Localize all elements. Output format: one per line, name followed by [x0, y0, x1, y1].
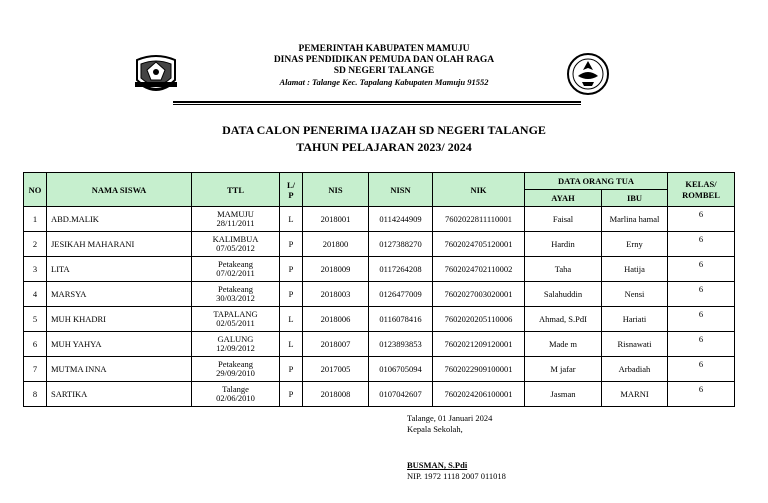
- cell-kelas: 6: [668, 257, 735, 282]
- cell-ttl-place: MAMUJU: [217, 209, 254, 219]
- student-table: [23, 172, 735, 407]
- cell-ttl-place: Talange: [222, 384, 249, 394]
- cell-ttl: [192, 257, 280, 282]
- cell-ttl-date: 02/05/2011: [216, 318, 255, 328]
- cell-nama: MUTMA INNA: [47, 357, 192, 382]
- cell-ayah: Hardin: [525, 232, 602, 257]
- cell-kelas: 6: [668, 282, 735, 307]
- cell-ibu: Erny: [602, 232, 668, 257]
- cell-kelas: 6: [668, 382, 735, 407]
- cell-lp: P: [280, 357, 303, 382]
- cell-kelas: 6: [668, 232, 735, 257]
- cell-no: 5: [24, 307, 47, 332]
- table-row: [24, 357, 735, 382]
- cell-nis: 2018003: [303, 282, 369, 307]
- cell-ttl-place: TAPALANG: [213, 309, 258, 319]
- cell-ayah: M jafar: [525, 357, 602, 382]
- cell-ttl: [192, 332, 280, 357]
- cell-ttl-place: KALIMBUA: [212, 234, 259, 244]
- cell-ttl: [192, 207, 280, 232]
- col-header-orangtua: DATA ORANG TUA: [525, 173, 668, 190]
- col-header-lp-top: L/: [286, 179, 296, 190]
- cell-ttl-date: 12/09/2012: [216, 343, 255, 353]
- cell-ttl-place: GALUNG: [217, 334, 254, 344]
- cell-kelas: 6: [668, 307, 735, 332]
- col-header-nis: NIS: [303, 173, 369, 207]
- cell-no: 4: [24, 282, 47, 307]
- cell-nisn: 0116078416: [369, 307, 433, 332]
- table-row: [24, 307, 735, 332]
- cell-nama: MARSYA: [47, 282, 192, 307]
- table-row: [24, 282, 735, 307]
- cell-nik: 7602022909100001: [433, 357, 525, 382]
- letterhead: [0, 44, 768, 88]
- cell-lp: P: [280, 282, 303, 307]
- cell-ttl: [192, 382, 280, 407]
- cell-ttl-place: Petakeang: [218, 259, 253, 269]
- cell-nisn: 0106705094: [369, 357, 433, 382]
- signature-name: BUSMAN, S.Pdi: [407, 460, 468, 470]
- col-header-kelas-bottom: ROMBEL: [682, 189, 720, 200]
- letterhead-rule-thick: [173, 101, 581, 103]
- cell-ttl-date: 07/05/2012: [216, 243, 255, 253]
- document-subtitle: TAHUN PELAJARAN 2023/ 2024: [296, 140, 472, 154]
- cell-no: 6: [24, 332, 47, 357]
- cell-ayah: Ahmad, S.PdI: [525, 307, 602, 332]
- table-row: [24, 382, 735, 407]
- table-row: [24, 232, 735, 257]
- cell-ayah: Made m: [525, 332, 602, 357]
- col-header-kelas-top: KELAS/: [685, 178, 717, 189]
- cell-ayah: Jasman: [525, 382, 602, 407]
- cell-ibu: Nensi: [602, 282, 668, 307]
- cell-nis: 2018007: [303, 332, 369, 357]
- letterhead-rule-thin: [173, 104, 581, 105]
- table-row: [24, 207, 735, 232]
- cell-kelas: 6: [668, 207, 735, 232]
- cell-no: 1: [24, 207, 47, 232]
- col-header-no: NO: [24, 173, 47, 207]
- cell-no: 7: [24, 357, 47, 382]
- cell-nama: JESIKAH MAHARANI: [47, 232, 192, 257]
- cell-ibu: Hariati: [602, 307, 668, 332]
- cell-nis: 2018001: [303, 207, 369, 232]
- table-body: [24, 207, 735, 407]
- signature-place-date: Talange, 01 Januari 2024: [407, 413, 493, 423]
- cell-nisn: 0114244909: [369, 207, 433, 232]
- cell-nisn: 0126477009: [369, 282, 433, 307]
- cell-no: 3: [24, 257, 47, 282]
- cell-ttl: [192, 357, 280, 382]
- letterhead-school: SD NEGERI TALANGE: [333, 66, 435, 76]
- cell-ttl-date: 02/06/2010: [216, 393, 255, 403]
- col-header-ayah: AYAH: [525, 190, 602, 207]
- signature-position: Kepala Sekolah,: [407, 424, 463, 434]
- cell-nama: MUH YAHYA: [47, 332, 192, 357]
- cell-nik: 7602020205110006: [433, 307, 525, 332]
- cell-nik: 7602024705120001: [433, 232, 525, 257]
- col-header-lp-bottom: P: [288, 189, 294, 200]
- cell-ibu: Risnawati: [602, 332, 668, 357]
- col-header-kelas: [668, 173, 735, 207]
- cell-ayah: Taha: [525, 257, 602, 282]
- cell-nik: 7602021209120001: [433, 332, 525, 357]
- col-header-lp: [280, 173, 303, 207]
- letterhead-address: Alamat : Talange Kec. Tapalang Kabupaten Mamuju 91552: [279, 77, 489, 87]
- cell-lp: P: [280, 382, 303, 407]
- cell-nama: SARTIKA: [47, 382, 192, 407]
- cell-ttl: [192, 232, 280, 257]
- cell-nis: 2018006: [303, 307, 369, 332]
- cell-nik: 7602027003020001: [433, 282, 525, 307]
- cell-nisn: 0117264208: [369, 257, 433, 282]
- cell-ibu: Hatija: [602, 257, 668, 282]
- cell-lp: P: [280, 232, 303, 257]
- cell-nik: 7602022811110001: [433, 207, 525, 232]
- cell-nisn: 0127388270: [369, 232, 433, 257]
- cell-lp: L: [280, 307, 303, 332]
- signature-nip: NIP. 1972 1118 2007 011018: [407, 471, 506, 481]
- cell-ayah: Salahuddin: [525, 282, 602, 307]
- table-row: [24, 332, 735, 357]
- cell-nik: 7602024206100001: [433, 382, 525, 407]
- cell-nisn: 0123893853: [369, 332, 433, 357]
- cell-ibu: MARNI: [602, 382, 668, 407]
- cell-ttl-date: 28/11/2011: [216, 218, 255, 228]
- cell-nis: 2018008: [303, 382, 369, 407]
- col-header-nama: NAMA SISWA: [47, 173, 192, 207]
- col-header-nisn: NISN: [369, 173, 433, 207]
- col-header-ibu: IBU: [602, 190, 668, 207]
- letterhead-government: PEMERINTAH KABUPATEN MAMUJU: [298, 44, 470, 54]
- cell-ttl: [192, 307, 280, 332]
- cell-ibu: Marlina hamal: [602, 207, 668, 232]
- cell-ttl: [192, 282, 280, 307]
- cell-no: 2: [24, 232, 47, 257]
- cell-nis: 2018009: [303, 257, 369, 282]
- cell-nisn: 0107042607: [369, 382, 433, 407]
- cell-lp: P: [280, 257, 303, 282]
- table-row: [24, 257, 735, 282]
- cell-nis: 2017005: [303, 357, 369, 382]
- cell-nik: 7602024702110002: [433, 257, 525, 282]
- cell-ttl-date: 30/03/2012: [216, 293, 255, 303]
- cell-kelas: 6: [668, 332, 735, 357]
- letterhead-department: DINAS PENDIDIKAN PEMUDA DAN OLAH RAGA: [273, 55, 495, 65]
- cell-no: 8: [24, 382, 47, 407]
- cell-ttl-place: Petakeang: [218, 284, 253, 294]
- col-header-ttl: TTL: [192, 173, 280, 207]
- col-header-nik: NIK: [433, 173, 525, 207]
- cell-ttl-date: 07/02/2011: [216, 268, 255, 278]
- cell-lp: L: [280, 207, 303, 232]
- cell-ayah: Faisal: [525, 207, 602, 232]
- cell-nama: ABD.MALIK: [47, 207, 192, 232]
- cell-ibu: Arbadiah: [602, 357, 668, 382]
- cell-kelas: 6: [668, 357, 735, 382]
- cell-nis: 201800: [303, 232, 369, 257]
- document-title: DATA CALON PENERIMA IJAZAH SD NEGERI TALANGE: [222, 123, 546, 137]
- cell-nama: LITA: [47, 257, 192, 282]
- cell-ttl-place: Petakeang: [218, 359, 253, 369]
- cell-lp: L: [280, 332, 303, 357]
- cell-ttl-date: 29/09/2010: [216, 368, 255, 378]
- cell-nama: MUH KHADRI: [47, 307, 192, 332]
